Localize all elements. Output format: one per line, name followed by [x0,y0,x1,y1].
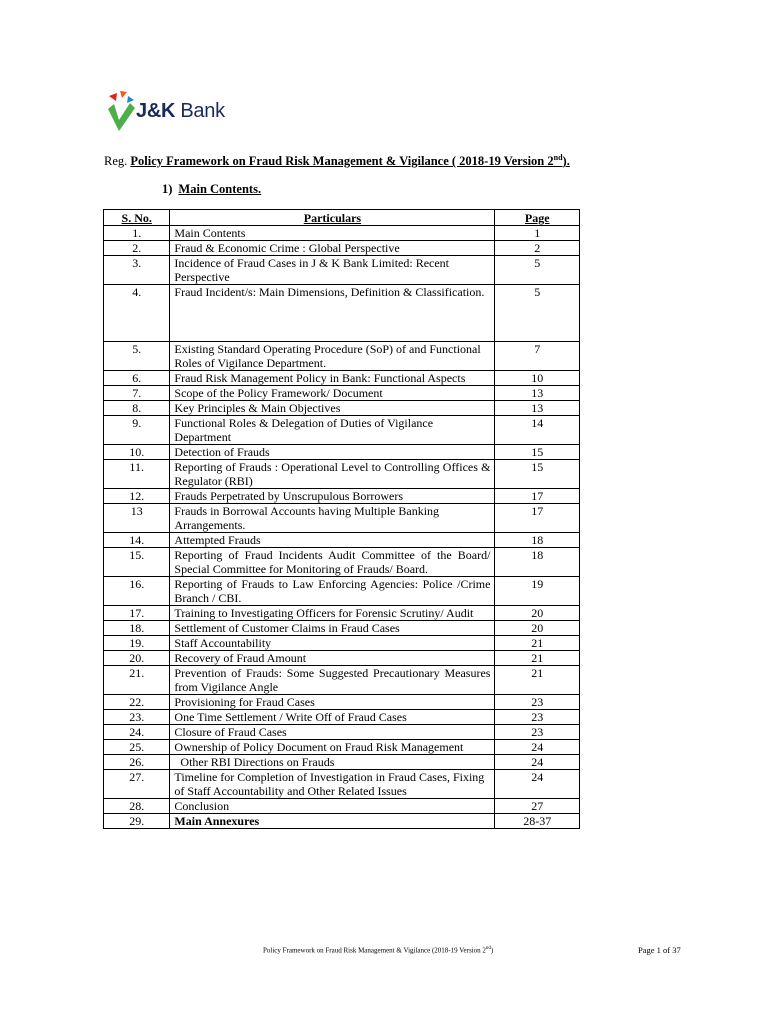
row-page: 7 [495,342,580,371]
row-page: 2 [495,241,580,256]
row-page: 18 [495,533,580,548]
row-particulars: Key Principles & Main Objectives [170,401,495,416]
document-title-superscript: nd [553,153,563,162]
row-page: 10 [495,371,580,386]
row-page: 1 [495,226,580,241]
footer-suffix: ) [490,946,494,955]
row-sno: 15. [104,548,170,577]
contents-table [103,209,580,829]
row-page: 18 [495,548,580,577]
row-page: 20 [495,621,580,636]
row-page: 15 [495,445,580,460]
row-sno: 29. [104,814,170,829]
row-particulars: Conclusion [170,799,495,814]
document-title-suffix: ). [562,154,570,169]
row-sno: 9. [104,416,170,445]
row-sno: 23. [104,710,170,725]
row-particulars: Training to Investigating Officers for Forensic Scrutiny/ Audit [170,606,495,621]
row-page: 15 [495,460,580,489]
row-page: 24 [495,755,580,770]
reg-prefix: Reg. [104,154,131,169]
table-row [104,725,580,740]
row-particulars: Fraud Incident/s: Main Dimensions, Definition & Classification. [170,285,495,342]
table-row [104,256,580,285]
table-row [104,504,580,533]
document-reference-line [104,153,570,169]
table-row [104,386,580,401]
row-page: 17 [495,489,580,504]
bank-logo-wordmark [136,100,225,123]
table-row [104,577,580,606]
row-particulars: Functional Roles & Delegation of Duties of Vigilance Department [170,416,495,445]
row-sno: 28. [104,799,170,814]
row-sno: 11. [104,460,170,489]
table-row [104,241,580,256]
row-page: 19 [495,577,580,606]
row-particulars: Reporting of Frauds : Operational Level to Controlling Offices & Regulator (RBI) [170,460,495,489]
row-particulars: Existing Standard Operating Procedure (SoP) of and Functional Roles of Vigilance Department. [170,342,495,371]
row-particulars: Prevention of Frauds: Some Suggested Precautionary Measures from Vigilance Angle [170,666,495,695]
row-sno: 12. [104,489,170,504]
row-particulars: One Time Settlement / Write Off of Fraud Cases [170,710,495,725]
row-particulars: Fraud Risk Management Policy in Bank: Functional Aspects [170,371,495,386]
table-row [104,695,580,710]
table-row [104,799,580,814]
row-sno: 20. [104,651,170,666]
row-page: 24 [495,770,580,799]
row-page: 28-37 [495,814,580,829]
row-sno: 16. [104,577,170,606]
table-row [104,606,580,621]
row-sno: 1. [104,226,170,241]
table-row [104,371,580,386]
bank-logo-icon [106,87,136,133]
logo-bank: Bank [175,100,225,122]
row-particulars: Scope of the Policy Framework/ Document [170,386,495,401]
row-sno: 26. [104,755,170,770]
table-row [104,489,580,504]
row-particulars: Ownership of Policy Document on Fraud Risk Management [170,740,495,755]
row-sno: 17. [104,606,170,621]
table-row [104,740,580,755]
row-particulars: Incidence of Fraud Cases in J & K Bank Limited: Recent Perspective [170,256,495,285]
row-page: 17 [495,504,580,533]
row-sno: 8. [104,401,170,416]
logo-brand: J&K [136,100,176,122]
row-sno: 25. [104,740,170,755]
row-particulars: Fraud & Economic Crime : Global Perspective [170,241,495,256]
header-particulars: Particulars [170,210,495,226]
row-page: 20 [495,606,580,621]
footer-text: Policy Framework on Fraud Risk Management & Vigilance (2018-19 Version 2 [263,946,486,955]
row-page: 23 [495,710,580,725]
page-footer [263,946,493,954]
row-sno: 14. [104,533,170,548]
table-row [104,548,580,577]
row-particulars: Attempted Frauds [170,533,495,548]
row-particulars: Main Contents [170,226,495,241]
row-particulars: Detection of Frauds [170,445,495,460]
row-sno: 6. [104,371,170,386]
row-sno: 4. [104,285,170,342]
row-sno: 19. [104,636,170,651]
bank-logo [106,87,246,133]
table-row [104,342,580,371]
row-page: 5 [495,256,580,285]
footer-superscript: nd [485,946,491,951]
header-sno: S. No. [104,210,170,226]
row-particulars: Frauds Perpetrated by Unscrupulous Borrowers [170,489,495,504]
row-particulars: Reporting of Fraud Incidents Audit Committee of the Board/ Special Committee for Monitoring of Frauds/ Board. [170,548,495,577]
row-sno: 21. [104,666,170,695]
table-row [104,533,580,548]
row-page: 24 [495,740,580,755]
row-page: 13 [495,386,580,401]
row-particulars: Provisioning for Fraud Cases [170,695,495,710]
row-page: 13 [495,401,580,416]
table-row [104,636,580,651]
section-heading [162,182,261,197]
row-page: 21 [495,666,580,695]
row-particulars: Closure of Fraud Cases [170,725,495,740]
row-sno: 24. [104,725,170,740]
document-title-text: Policy Framework on Fraud Risk Management & Vigilance ( 2018-19 Version 2 [130,154,554,169]
document-title [130,154,569,168]
table-row [104,666,580,695]
row-particulars: Recovery of Fraud Amount [170,651,495,666]
table-row [104,226,580,241]
row-particulars: Other RBI Directions on Frauds [170,755,495,770]
row-page: 21 [495,651,580,666]
row-sno: 7. [104,386,170,401]
row-sno: 27. [104,770,170,799]
row-sno: 3. [104,256,170,285]
row-particulars: Frauds in Borrowal Accounts having Multiple Banking Arrangements. [170,504,495,533]
row-sno: 22. [104,695,170,710]
row-sno: 10. [104,445,170,460]
table-header-row [104,210,580,226]
row-sno: 13 [104,504,170,533]
row-page: 23 [495,695,580,710]
table-row [104,651,580,666]
row-particulars: Reporting of Frauds to Law Enforcing Agencies: Police /Crime Branch / CBI. [170,577,495,606]
table-row [104,814,580,829]
table-row [104,460,580,489]
section-number: 1) [162,182,173,196]
page-number: Page 1 of 37 [638,945,681,955]
section-title: Main Contents. [178,182,262,196]
row-sno: 2. [104,241,170,256]
row-particulars: Timeline for Completion of Investigation in Fraud Cases, Fixing of Staff Accountability and Other Related Issues [170,770,495,799]
table-row [104,445,580,460]
table-row [104,285,580,342]
header-page: Page [495,210,580,226]
row-page: 5 [495,285,580,342]
row-particulars: Settlement of Customer Claims in Fraud Cases [170,621,495,636]
table-row [104,755,580,770]
row-page: 14 [495,416,580,445]
row-page: 27 [495,799,580,814]
table-row [104,710,580,725]
table-row [104,416,580,445]
row-sno: 5. [104,342,170,371]
table-row [104,401,580,416]
table-row [104,621,580,636]
row-particulars: Staff Accountability [170,636,495,651]
row-particulars: Main Annexures [170,814,495,829]
table-row [104,770,580,799]
row-page: 21 [495,636,580,651]
row-sno: 18. [104,621,170,636]
row-page: 23 [495,725,580,740]
